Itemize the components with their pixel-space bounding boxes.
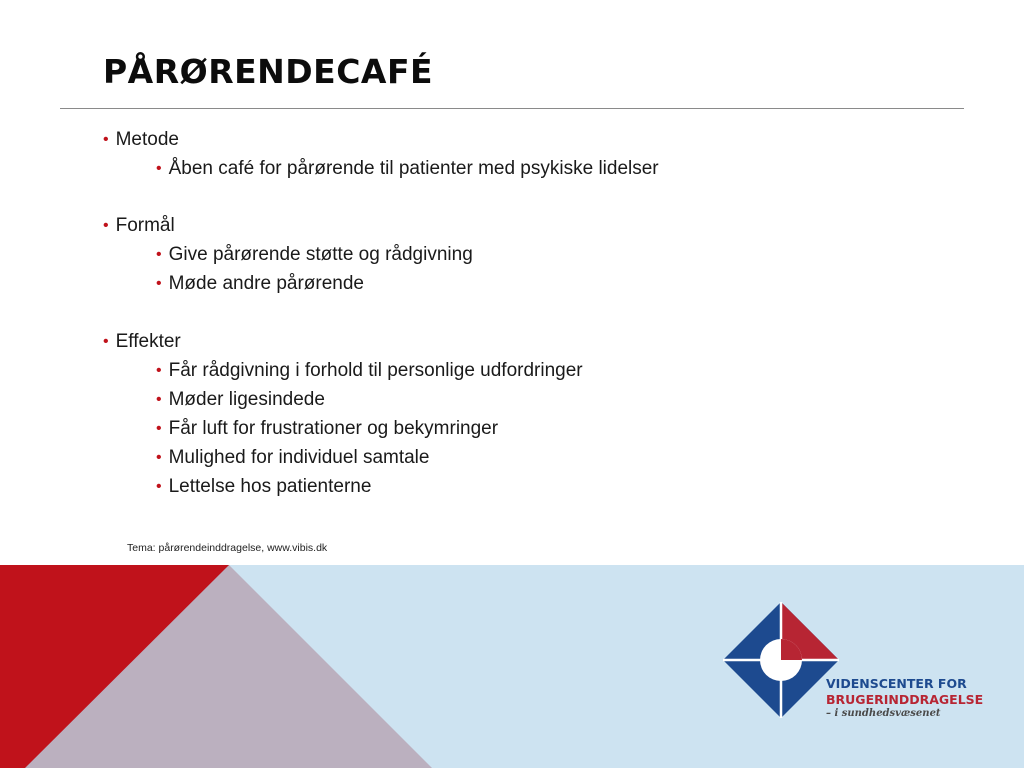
list-item: • Åben café for pårørende til patienter med psykiske lidelser xyxy=(156,158,659,179)
bullet-icon: • xyxy=(156,449,162,466)
list-item-heading: • Metode xyxy=(103,129,179,150)
list-item: • Møder ligesindede xyxy=(156,389,325,410)
logo-line-3: – i sundhedsvæsenet xyxy=(826,708,941,719)
logo-line-1: VIDENSCENTER FOR xyxy=(826,676,967,691)
bullet-icon: • xyxy=(156,275,162,292)
list-item-heading: • Formål xyxy=(103,215,175,236)
list-item: • Mulighed for individuel samtale xyxy=(156,447,430,468)
list-item: • Møde andre pårørende xyxy=(156,273,364,294)
bullet-icon: • xyxy=(156,362,162,379)
bullet-icon: • xyxy=(156,160,162,177)
source-note: Tema: pårørendeinddragelse, www.vibis.dk xyxy=(127,542,328,554)
vibis-logo-icon xyxy=(722,601,840,719)
list-item: • Får luft for frustrationer og bekymringer xyxy=(156,418,499,439)
slide-title: PÅRØRENDECAFÉ xyxy=(103,52,434,91)
bullet-icon: • xyxy=(156,246,162,263)
list-item: • Får rådgivning i forhold til personlige udfordringer xyxy=(156,360,583,381)
footer-decoration xyxy=(0,565,1024,768)
bullet-icon: • xyxy=(103,131,109,148)
logo-line-2: BRUGERINDDRAGELSE xyxy=(826,692,984,707)
bullet-icon: • xyxy=(103,217,109,234)
list-item: • Give pårørende støtte og rådgivning xyxy=(156,244,473,265)
list-item-heading: • Effekter xyxy=(103,331,181,352)
bullet-icon: • xyxy=(156,391,162,408)
bullet-icon: • xyxy=(103,333,109,350)
bullet-icon: • xyxy=(156,478,162,495)
bullet-icon: • xyxy=(156,420,162,437)
list-item: • Lettelse hos patienterne xyxy=(156,476,372,497)
title-divider xyxy=(60,108,964,109)
